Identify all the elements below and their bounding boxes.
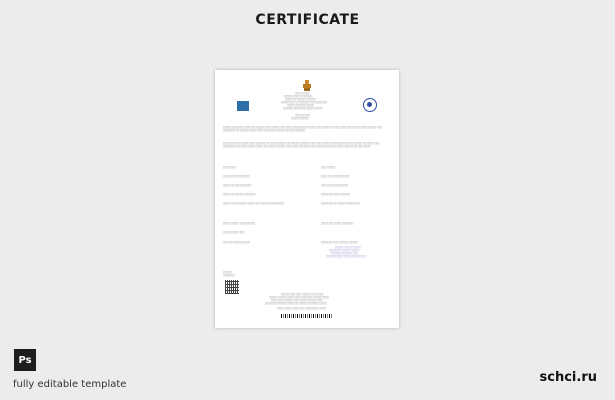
photoshop-icon: Ps (14, 349, 36, 371)
page-title: CERTIFICATE (255, 12, 360, 28)
site-watermark: schci.ru (539, 370, 597, 385)
right-logo-icon (363, 98, 377, 112)
left-logo-icon (237, 101, 249, 111)
qr-code (225, 280, 239, 294)
template-note: fully editable template (13, 379, 127, 390)
barcode (281, 314, 333, 318)
state-emblem-icon (301, 80, 313, 91)
certificate-document: ░░░ ░░░░░ ░░░░░░░░░ ░░ ░░░░░ ░░░░ ░░ ░░░░░ ░░░░░░ ░░░░░░░░ ░░ ░░░░░░ ░░░░░░░░░░ ░░░░ ░░░░░░░ ░░░░ ░░░░░░ ░░░░░░░ ░░░░ ░░░░░ ░░░ ░░ ░░░ ░░░░ ░░░░░░ ░░░░░ ░░░░░░░ ░░░░ ░░ ░░░░░ ░░░ ░░░░░ ░░░ ░░░░ ░░░░░░░░ ░░░░░ ░░ ░░░░░ ░░ ░░░░ ░░░ ░░░░░ ░░ ░░░░ ░░░░░ ░░░ ░░░░░░░ ░░ ░░░░░ ░░░░░ ░░░ ░░░░░░░ ░░░░░ ░░ ░░░ ░░░░░░ ░░ ░░░░ ░░░░ ░░░░ ░░░ ░░░░░░ ░░ ░░░░ ░░░░░ ░░ ░░░░░ ░░░░░░ ░░░ ░░░ ░░░░ ░░░░░░░ ░░░░ ░░ ░░░░░ ░░ ░░░░ ░░░ ░░░░░░░ ░░░ ░░░ ░░░░░ ░░░░ ░░ ░░░░░ ░░░░░ ░░░ ░░░░ ░░ ░░░░ ░░░ ░░░░░ ░░░ ░░░ ░░░░ ░░░░░ ░░ ░░░ ░░░░ ░░░ ░░░░ ░░░ ░░░░░ ░░░░ ░░░ ░░░░░░░░ ░░░ ░░░ ░░░░░░░░░░ ░░░░ ░░ ░░░░░░░░░░ ░░░ ░░ ░░░░░░░░░░ ░░░░ ░░ ░░░░░ ░░░░░░░ ░░░░ ░░ ░░░░ ░░░░░░ ░░░░ ░░ ░░ ░░░░░ ░░░░ ░░░ ░░░░░ ░░░░░░░░ ░░░░ ░░ ░░ ░░░░░ ░░░░░ ░░░ ░░░░ ░░░░░ ░░░░░░░░░ ░░░░ ░░░ ░░░░ ░░░░░░░ ░░░░ ░░░░░ ░░░ ░░░ ░░ ░░░░░░░░░░ ░░░░ ░░ ░░░░ ░░░░░ ░░░░░ ░░░░░ ░░░ ░░ ░░░░ ░░░░░░░ ░░░░░ ░░░░░ ░░░░░░ ░░░░░░ ░░░ ░░░░░░░░░░ ░░░░ ░░░░░░░░░ ░░░░░ ░░░░░░░ ░░░░░ ░░░ ░░░ ░░░░░ ░░ ░░░░░ ░░░░░ ░░░░░ ░░░░ ░░░ ░░░░░░░ ░░░░░ ░░░░ ░░░ ░░░░ ░░░░░ ░░░ ░░░░ ░░░░░░ ░░░ ░░░░░░░ ░░░░░ ░░░░░ ░░ ░░░░ ░░░░░░░ ░░░░ ░░░░ ░░░░ ░░░░ ░░░ ░░░░░░░░ ░░░░ (215, 70, 399, 328)
